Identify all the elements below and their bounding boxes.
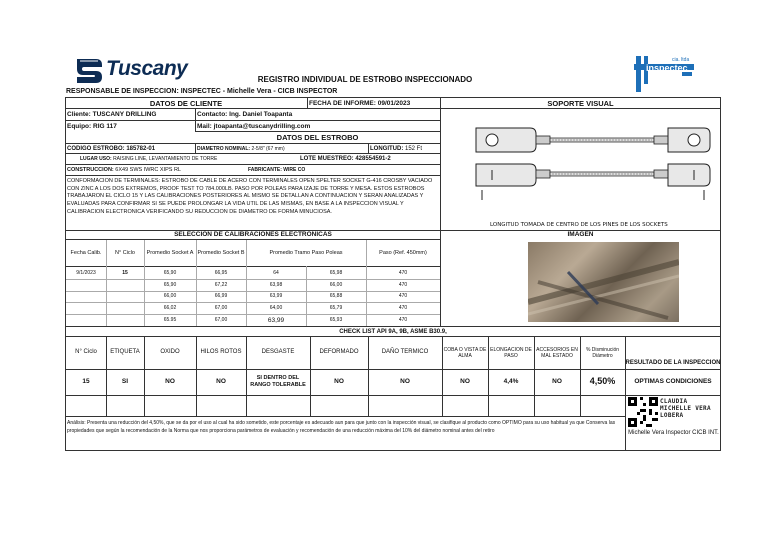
cal-cell [66,302,106,314]
check-value: NO [552,377,562,385]
check-value: NO [460,377,470,385]
longitud-label: LONGITUD: [370,146,404,152]
cal-cell: 65,98 [329,269,343,276]
check-col-header: OXIDO [160,349,180,356]
datos-cliente-header: DATOS DE CLIENTE [149,99,223,108]
cal-cell: 67,22 [214,281,228,288]
cal-cell: 65,88 [329,293,343,300]
signature-block [626,396,721,450]
calibraciones-header: SELECCIÓN DE CALIBRACIONES ELECTRONICAS [174,231,332,238]
cal-cell: 470 [398,317,408,324]
cal-col-fecha: Fecha Calib. [70,250,102,256]
inspectec-logo [632,54,696,94]
check-col-header: DEFORMADO [319,349,359,356]
check-col-header: % Disminución Diámetro [585,346,620,359]
soporte-visual-header: SOPORTE VISUAL [547,99,614,108]
check-value: 4,4% [503,377,519,385]
mail: Mail: jtoapanta@tuscanydrilling.com [197,122,311,130]
check-value: 4,50% [589,376,616,387]
cal-cell: 65,90 [163,281,177,288]
imagen-header: IMAGEN [567,231,594,238]
cal-cell [66,314,106,326]
fecha-informe: FECHA DE INFORME: 09/01/2023 [309,100,411,107]
cable-photo-strands [528,242,679,322]
cal-cell: 470 [398,293,408,300]
cal-cell: 63,99 [267,316,285,324]
cal-cell: 63,99 [269,293,283,300]
cal-cell: 67,00 [214,317,228,324]
cal-cell: 65,79 [329,305,343,312]
cal-cell [66,291,106,303]
check-col-header: N° Ciclo [75,349,97,356]
cal-col-socket-a: Promedio Socket A [146,250,194,256]
cable-photo [528,242,679,322]
check-col-header: RESULTADO DE LA INSPECCION [625,359,721,366]
cal-cell: 15 [122,269,128,276]
check-value: 15 [82,377,90,385]
cal-col-paso: Paso (Ref. 450mm) [379,250,427,256]
check-col-header: ELONGACION DE PASO [490,346,532,359]
check-col-header: ACCESORIOS EN MAL ESTADO [536,346,578,359]
cal-cell: 66,02 [163,305,177,312]
tuscany-logo-text: Tuscany [106,57,188,80]
check-col-header: HILOS ROTOS [200,349,242,356]
cal-cell: 65.95 [163,317,177,324]
cal-col-socket-b: Promedio Socket B [197,250,245,256]
cal-cell [106,302,144,314]
construccion-label: CONSTRUCCION: [67,167,114,173]
inspectec-logo-text: inspectec [646,63,688,73]
cal-cell: 66,99 [214,293,228,300]
descripcion-estrobo: CONFORMACION DE TERMINALES: ESTROBO DE CABLE DE ACERO CON TERMINALES OPEN SPELTER SOCKET G-416 CROSBY VACIADO CON ZINC A LOS DOS EXTREMOS, PROOF TEST TO 784.000LB. PASO POR POLEAS PARA IZAJE DE TORRE Y MESA. ESTOS ESTROBOS TRABAJARON EL CICLO 15 Y LAS CALIBRACIONES POSTERIORES AL MISMO SE DETALLAN A CONTINUACION Y SERAN ANALIZADAS Y EVALUADAS PARA CONFIRMAR SI SE PUEDE PROLONGAR LA VIDA UTIL DE LAS MISMAS, EN BASE A LA INSPECCION VISUAL Y CALIBRACION ELECTRONICA VERIFICANDO SU REDUCCION DE DIAMETRO DE FORMA MINUCIOSA. [67,178,433,215]
check-value: SI [121,377,129,385]
cal-cell [106,279,144,291]
cal-cell: 66,95 [214,269,228,276]
sling-bottom [476,164,710,200]
diametro-label: DIAMETRO NOMINAL: [197,146,251,152]
cliente: Cliente: TUSCANY DRILLING [67,111,157,118]
cal-col-ciclo: N° Ciclo [115,250,135,256]
analisis-text: Análisis: Presenta una reducción del 4,50%, que se da por el uso al cual ha sido sometido, este porcentaje es adecuado aun para que junto con la inspección visual, se clasifique al producto como OPTIMO para su uso habitual ya que Conserva las propiedades que según la recomendación de la Norma que nos proporciona parámetros de evaluación y recomendación de una reducción máxima del 10% del diámetro nominal antes del retiro [67,420,616,434]
cal-cell: 9/1/2023 [76,269,96,276]
cal-col-tramo: Promedio Tramo Paso Poleas [269,250,343,256]
check-value: OPTIMAS CONDICIONES [634,377,712,385]
check-value: NO [400,377,410,385]
lote-muestreo: LOTE MUESTREO: 428554591-2 [300,156,391,162]
report-title: REGISTRO INDIVIDUAL DE ESTROBO INSPECCIONADO [257,75,473,84]
diametro-value: 2-5/8" (67 mm) [251,146,285,152]
check-value: SI DENTRO DEL RANGO TOLERABLE [250,375,306,388]
sling-diagram [472,118,712,208]
cal-cell: 66,00 [329,281,343,288]
check-col-header: ETIQUETA [110,349,140,356]
cal-cell: 67,00 [214,305,228,312]
cal-cell: 470 [398,305,408,312]
signature-stamp: CLAUDIA MICHELLE VERA LOBERA [660,398,711,419]
cal-cell: 470 [398,281,408,288]
tuscany-logo [74,54,190,86]
check-col-header: DAÑO TERMICO [381,349,429,356]
sling-top [476,128,710,152]
inspectec-logo-suffix: cia. ltda [672,57,690,63]
cal-cell: 64,00 [269,305,283,312]
fabricante: FABRICANTE: WIRE CO [248,167,306,173]
tuscany-logo-mark [74,55,104,85]
cal-cell [66,279,106,291]
soporte-caption: LONGITUD TOMADA DE CENTRO DE LOS PINES DE LOS SOCKETS [490,222,668,228]
responsable-inspeccion: RESPONSABLE DE INSPECCION: INSPECTEC - Michelle Vera - CICB INSPECTOR [66,88,338,95]
cal-cell: 66,00 [163,293,177,300]
qr-code-icon [628,397,658,427]
longitud-value: 152 Ft [405,146,423,152]
contacto: Contacto: Ing. Daniel Toapanta [197,111,293,118]
lugar-label: LUGAR USO: [80,156,112,162]
cal-cell: 64 [273,269,279,276]
checklist-header: CHECK LIST API 9A, 9B, ASME B30.9, [339,328,447,335]
check-value: NO [334,377,344,385]
construccion-value: 6X49 SWS IWRC XIPS RL [115,167,181,173]
cal-cell: 63,98 [269,281,283,288]
cal-cell: 65,90 [163,269,177,276]
codigo-estrobo: CODIGO ESTROBO: 185782-01 [67,146,156,152]
cal-cell: 470 [398,269,408,276]
cal-cell: 65,93 [329,317,343,324]
check-col-header: COBA O VISTA DE ALMA [443,346,487,359]
datos-estrobo-header: DATOS DEL ESTROBO [276,133,359,142]
lugar-value: RAISING LINE, LEVANTAMIENTO DE TORRE [113,156,218,162]
check-value: NO [165,377,175,385]
check-col-header: DESGASTE [261,349,295,356]
construccion [67,165,247,175]
lugar-uso [80,154,295,164]
cal-cell [106,314,144,326]
equipo: Equipo: RIG 117 [67,122,117,130]
cal-cell [106,291,144,303]
check-value: NO [216,377,226,385]
signature-name: Michelle Vera Inspector CICB INT. [628,430,719,436]
